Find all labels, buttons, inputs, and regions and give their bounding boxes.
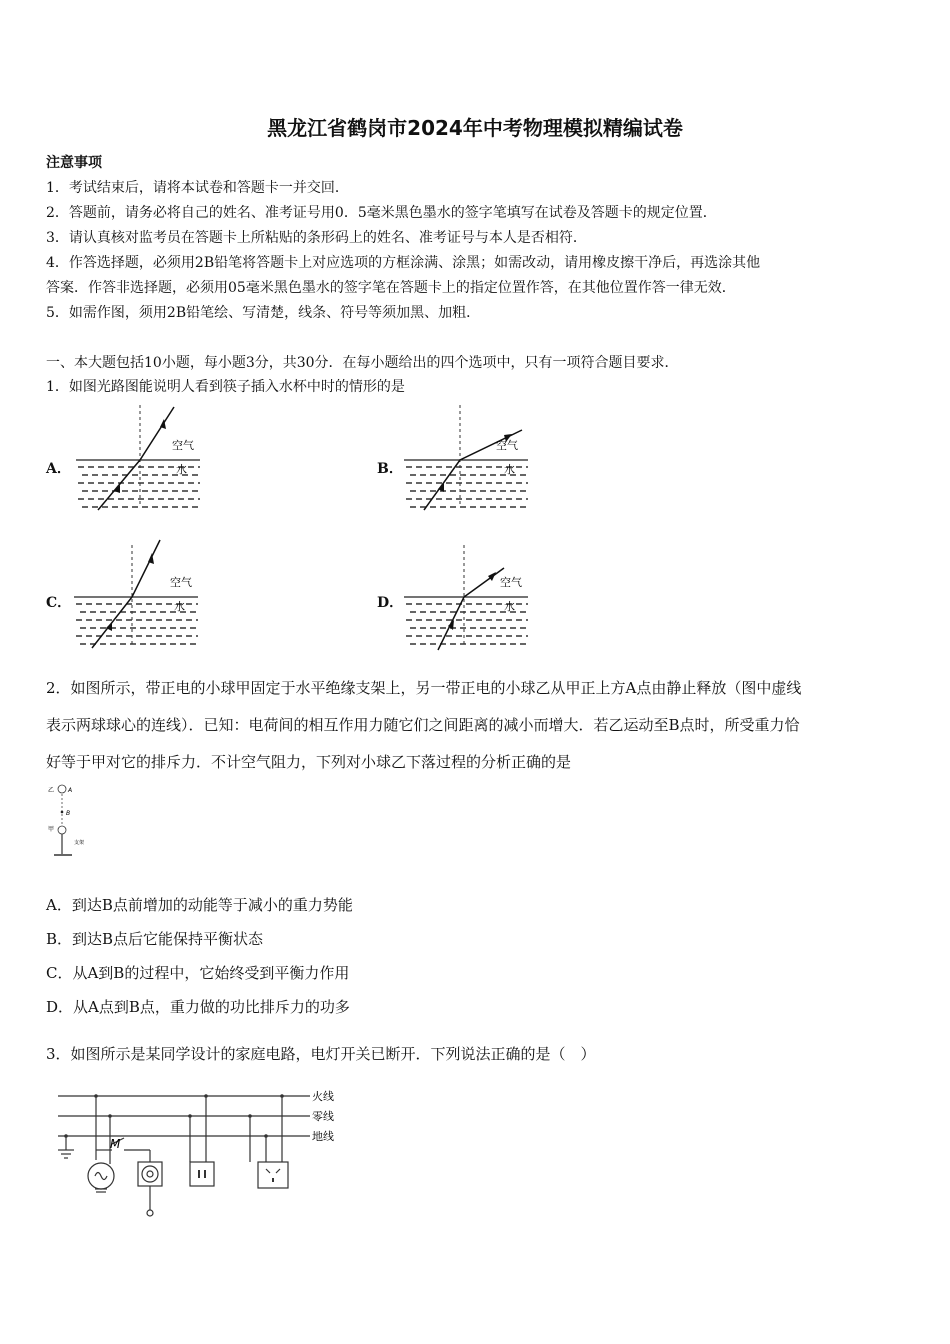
charged-balls-diagram [46,782,96,862]
water-label: 水 [176,463,187,476]
earth-wire-label: 地线 [312,1130,334,1143]
option-b[interactable]: B．到达B点后它能保持平衡状态 [46,930,264,948]
note-item: 5．如需作图，须用2B铅笔绘、写清楚，线条、符号等须加黑、加粗． [46,305,481,321]
air-label: 空气 [500,576,522,589]
live-wire-label: 火线 [312,1090,334,1103]
point-b-label: B [66,810,71,817]
option-c[interactable]: C．从A到B的过程中，它始终受到平衡力作用 [46,964,350,982]
note-item: 1．考试结束后，请将本试卷和答题卡一并交回． [46,180,349,196]
ball-jia [58,826,66,834]
air-label: 空气 [496,439,518,452]
diagram-d[interactable] [404,540,534,655]
diagram-b[interactable] [404,405,534,515]
option-c-label[interactable]: C． [46,595,72,611]
option-a-label[interactable]: A． [46,461,71,477]
ball-yi-label: 乙 [48,787,55,794]
option-d-label[interactable]: D． [377,595,404,611]
air-label: 空气 [170,576,192,589]
diagram-c[interactable] [74,540,204,655]
page-title: 黑龙江省鹤岗市2024年中考物理模拟精编试卷 [267,116,683,140]
stand-label: 支架 [74,840,85,846]
motor-label: M [110,1137,121,1151]
water-label: 水 [174,600,185,613]
point-a-label: A [68,787,73,794]
ball-yi [58,785,66,793]
section-heading: 一、本大题包括10小题，每小题3分，共30分．在每小题给出的四个选项中，只有一项符合题目要求． [46,355,679,371]
diagram-a[interactable] [76,405,206,515]
neutral-wire-label: 零线 [312,1110,334,1123]
household-circuit-diagram [54,1082,354,1227]
notes-heading: 注意事项 [46,155,102,171]
note-item: 答案．作答非选择题，必须用05毫米黑色墨水的签字笔在答题卡上的指定位置作答，在其他位置作答一律无效． [46,280,736,296]
note-item: 2．答题前，请务必将自己的姓名、准考证号用0．5毫米黑色墨水的签字笔填写在试卷及答题卡的规定位置． [46,205,717,221]
water-label: 水 [504,600,515,613]
light-ray [92,540,160,648]
question-2-stem: 表示两球球心的连线）．已知：电荷间的相互作用力随它们之间距离的减小而增大．若乙运动至B点时，所受重力恰 [46,716,800,734]
option-d[interactable]: D．从A点到B点，重力做的功比排斥力的功多 [46,998,350,1016]
light-ray [438,568,504,650]
note-item: 3．请认真核对监考员在答题卡上所粘贴的条形码上的姓名、准考证号与本人是否相符． [46,230,587,246]
question-2-stem: 好等于甲对它的排斥力．不计空气阻力，下列对小球乙下落过程的分析正确的是 [46,753,572,771]
note-item: 4．作答选择题，必须用2B铅笔将答题卡上对应选项的方框涂满、涂黑；如需改动，请用橡皮擦干净后，再选涂其他 [46,255,761,271]
question-3-stem: 3．如图所示是某同学设计的家庭电路，电灯开关已断开．下列说法正确的是（ ） [46,1045,596,1063]
option-b-label[interactable]: B． [377,461,403,477]
option-a[interactable]: A．到达B点前增加的动能等于减小的重力势能 [46,896,353,914]
question-2-stem: 2．如图所示，带正电的小球甲固定于水平绝缘支架上，另一带正电的小球乙从甲正上方A点由静止释放（图中虚线 [46,679,802,697]
question-1-stem: 1．如图光路图能说明人看到筷子插入水杯中时的情形的是 [46,379,405,395]
air-label: 空气 [172,439,194,452]
water-label: 水 [504,463,515,476]
point-b [61,811,64,814]
ball-jia-label: 甲 [48,826,55,833]
